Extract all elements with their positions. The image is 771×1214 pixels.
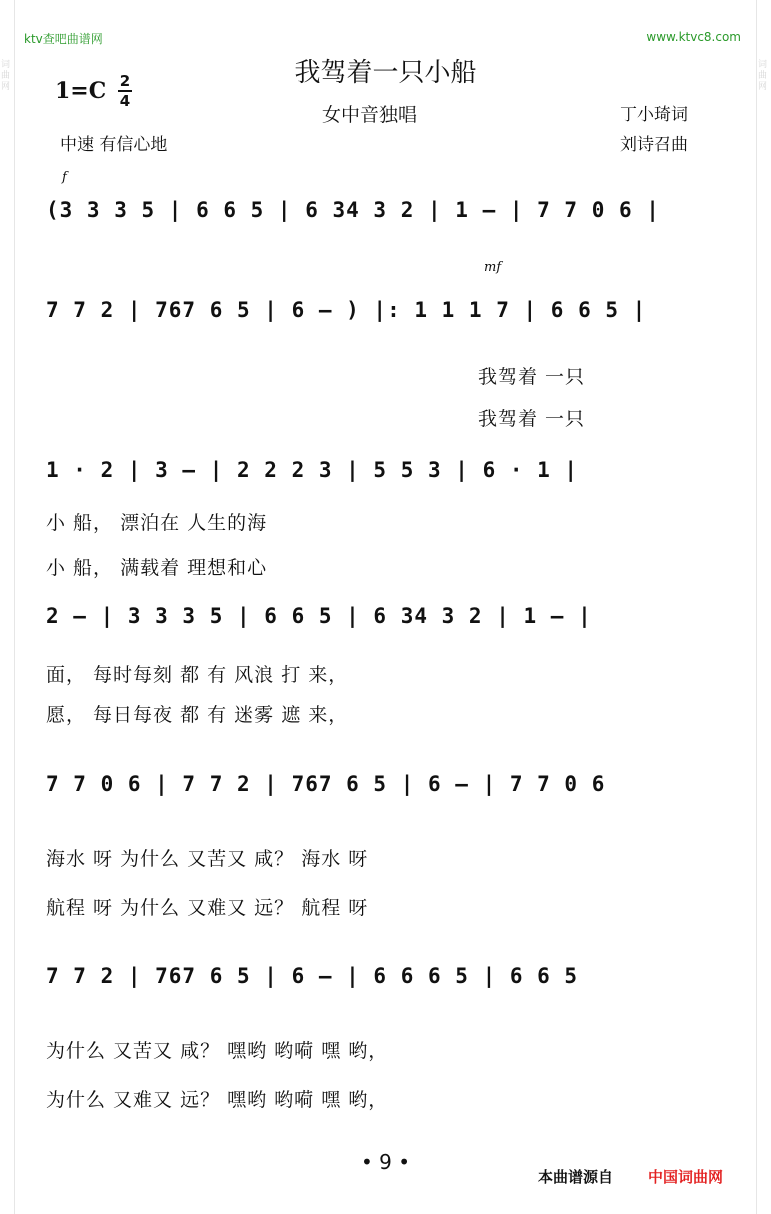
source-site: 中国词曲网: [648, 1168, 724, 1186]
lyric-line: 为什么 又苦又 咸？ 嘿哟 哟嗬 嘿 哟，: [46, 1040, 389, 1062]
song-title: 我驾着一只小船: [294, 58, 477, 88]
time-top: 2: [119, 72, 131, 90]
dynamic-marking: f: [62, 170, 67, 185]
dynamic-marking: mf: [484, 260, 502, 275]
lyricist-credit: 丁小琦词: [620, 105, 688, 125]
lyric-line: 航程 呀 为什么 又难又 远？ 航程 呀: [46, 897, 369, 919]
side-watermark: 词曲网: [1, 60, 11, 92]
right-watermark-strip: [756, 0, 771, 1214]
notation-line: 7 7 2 | 767 6 5 | 6 — | 6 6 6 5 | 6 6 5: [46, 964, 579, 988]
watermark-top-left: ktv查吧曲谱网: [24, 32, 103, 46]
notation-line: 7 7 2 | 767 6 5 | 6 — ) |: 1 1 1 7 | 6 6 5 |: [46, 298, 647, 322]
lyric-line: 我驾着 一只: [478, 408, 586, 430]
notation-line: 2 — | 3 3 3 5 | 6 6 5 | 6 34 3 2 | 1 — |: [46, 604, 592, 628]
time-bottom: 4: [119, 92, 131, 110]
song-subtitle: 女中音独唱: [322, 104, 418, 126]
composer-credit: 刘诗召曲: [620, 135, 688, 155]
side-watermark: 词曲网: [758, 60, 768, 92]
lyric-line: 为什么 又难又 远？ 嘿哟 哟嗬 嘿 哟，: [46, 1089, 389, 1111]
notation-line: 7 7 0 6 | 7 7 2 | 767 6 5 | 6 — | 7 7 0 6: [46, 772, 606, 796]
notation-line: (3 3 3 5 | 6 6 5 | 6 34 3 2 | 1 — | 7 7 0 6 |: [46, 198, 660, 222]
time-signature: [117, 72, 133, 110]
key-signature: 1=C: [55, 78, 107, 104]
notation-line: 1 · 2 | 3 — | 2 2 2 3 | 5 5 3 | 6 · 1 |: [46, 458, 579, 482]
lyric-line: 面， 每时每刻 都 有 风浪 打 来，: [46, 664, 349, 686]
lyric-line: 小 船， 漂泊在 人生的海: [46, 512, 268, 534]
lyric-line: 小 船， 满载着 理想和心: [46, 557, 268, 579]
page-number: • 9 •: [360, 1150, 411, 1174]
lyric-line: 我驾着 一只: [478, 366, 586, 388]
tempo-marking: 中速 有信心地: [60, 135, 168, 155]
lyric-line: 海水 呀 为什么 又苦又 咸？ 海水 呀: [46, 848, 369, 870]
lyric-line: 愿， 每日每夜 都 有 迷雾 遮 来，: [46, 704, 349, 726]
watermark-top-right: www.ktvc8.com: [646, 30, 741, 44]
source-label: 本曲谱源自: [538, 1168, 614, 1186]
left-watermark-strip: [0, 0, 15, 1214]
